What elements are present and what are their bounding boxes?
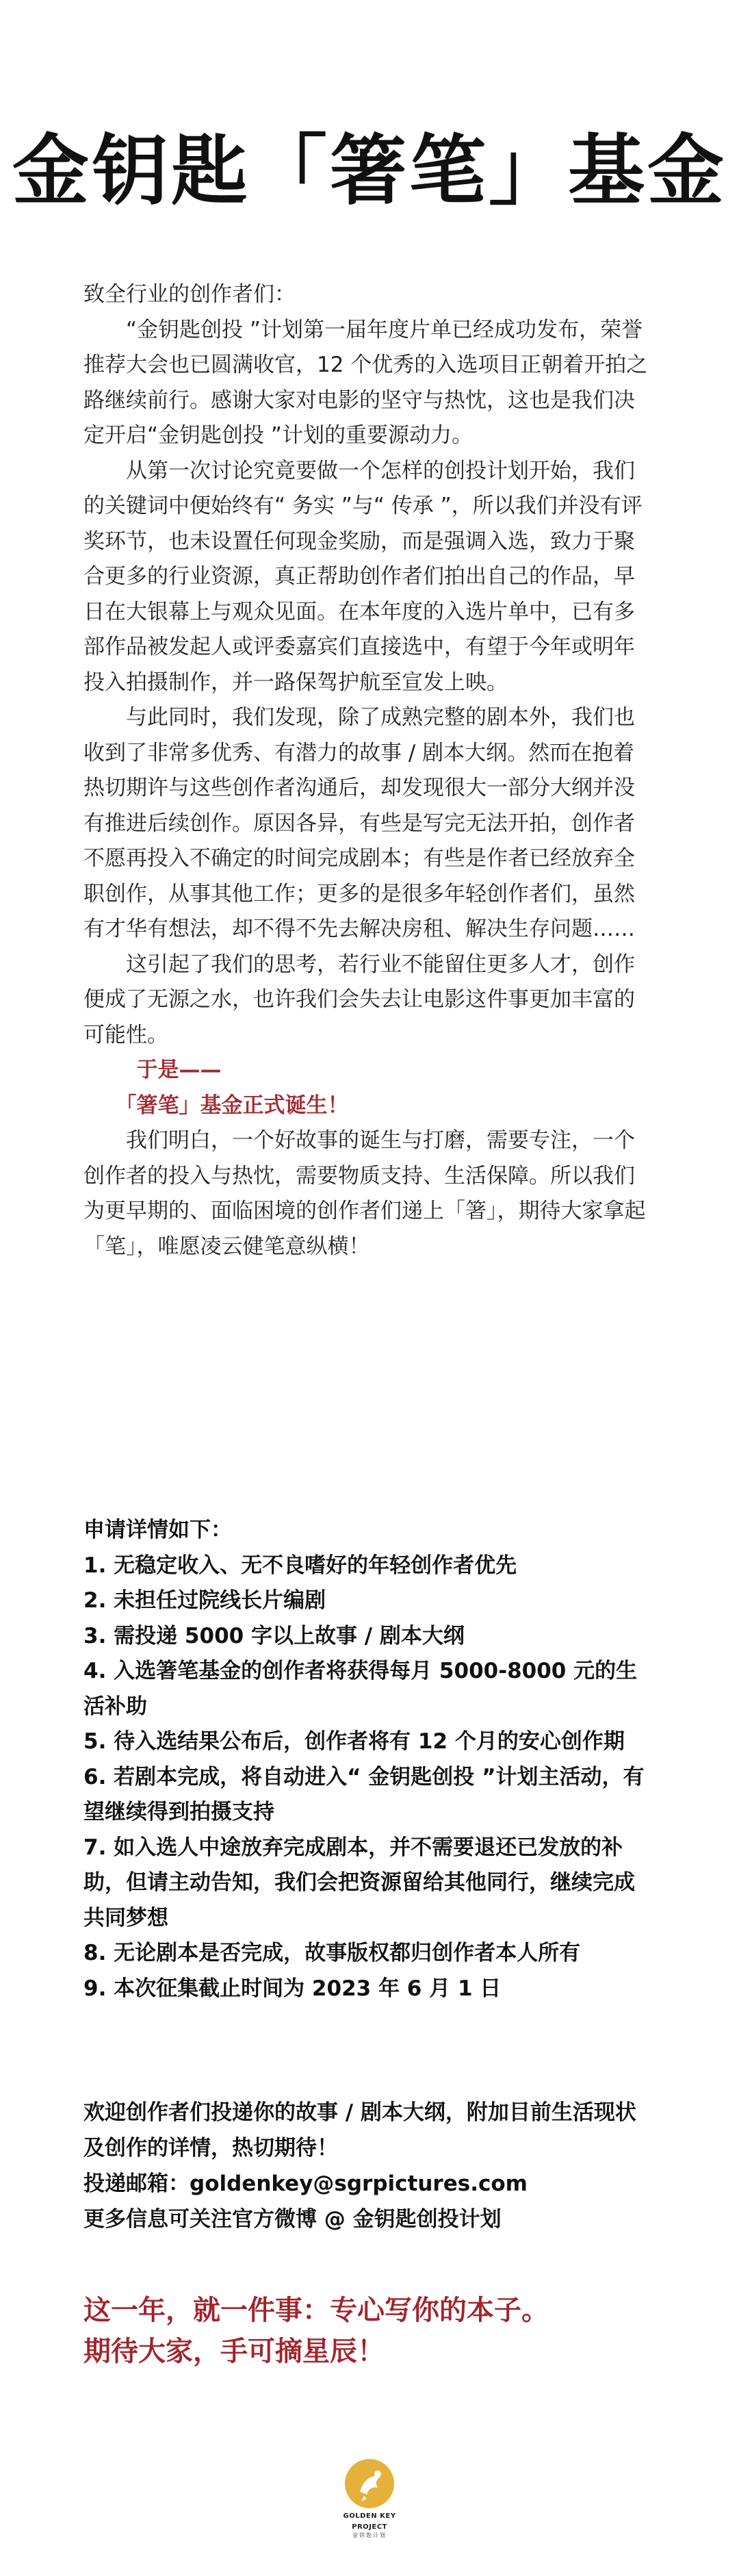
details-item: 7. 如入选人中途放弃完成剧本，并不需要退还已发放的补助，但请主动告知，我们会把资源留给其他同行，继续完成共同梦想: [83, 1835, 635, 1930]
letter-paragraph: “金钥匙创投 ”计划第一届年度片单已经成功发布，荣誉推荐大会也已圆满收官，12 个优秀的入选项目正朝着开拍之路继续前行。感谢大家对电影的坚守与热忱，这也是我们决定开启“金钥匙创投 ”计划的重要源动力。: [83, 317, 648, 448]
slogan-line-1: 这一年，就一件事：专心写你的本子。: [83, 2295, 549, 2326]
welcome-text: 欢迎创作者们投递你的故事 / 剧本大纲，附加目前生活现状及创作的详情，热切期待！: [83, 2100, 636, 2160]
details-heading: 申请详情如下：: [83, 1518, 232, 1542]
logo-text-project: PROJECT: [352, 2523, 387, 2531]
weibo-info: 更多信息可关注官方微博 @ 金钥匙创投计划: [83, 2207, 502, 2232]
details-item: 1. 无稳定收入、无不良嗜好的年轻创作者优先: [83, 1553, 517, 1578]
golden-key-logo-icon: [343, 2458, 396, 2510]
golden-key-logo: [335, 2458, 404, 2560]
details-item: 8. 无论剧本是否完成，故事版权都归创作者本人所有: [83, 1941, 581, 1965]
submission-email[interactable]: 投递邮箱：goldenkey@sgrpictures.com: [83, 2171, 528, 2196]
details-item: 2. 未担任过院线长片编剧: [83, 1588, 326, 1613]
accent-line-fund-born: 「箸笔」基金正式诞生！: [115, 1093, 349, 1118]
details-item: 4. 入选箸笔基金的创作者将获得每月 5000-8000 元的生活补助: [83, 1659, 638, 1719]
details-item: 5. 待入选结果公布后，创作者将有 12 个月的安心创作期: [83, 1729, 625, 1754]
submission-info: [83, 2095, 656, 2237]
application-details: [83, 1513, 656, 2006]
details-item: 9. 本次征集截止时间为 2023 年 6 月 1 日: [83, 1976, 502, 2001]
accent-line-then: 于是——: [136, 1058, 222, 1082]
letter-paragraph: 从第一次讨论究竟要做一个怎样的创投计划开始，我们的关键词中便始终有“ 务实 ”与“ 传承 ”，所以我们并没有评奖环节，也未设置任何现金奖励，而是强调入选，致力于聚合更多的行业资源，真正帮助创作者们拍出自己的作品，早日在大银幕上与观众见面。在本年度的入选片单中，已有多部作品被发起人或评委嘉宾们直接选中，有望于今年或明年投入拍摄制作，并一路保驾护航至宣发上映。: [83, 458, 643, 695]
logo-text-golden-key: GOLDEN KEY: [343, 2512, 396, 2520]
details-list: [83, 1548, 656, 2007]
slogan: [83, 2290, 656, 2372]
page-title: 金钥匙「箸笔」基金: [12, 127, 727, 216]
details-item: 3. 需投递 5000 字以上故事 / 剧本大纲: [83, 1623, 465, 1648]
letter-greeting: 致全行业的创作者们：: [83, 282, 296, 307]
letter-paragraph: 与此同时，我们发现，除了成熟完整的剧本外，我们也收到了非常多优秀、有潜力的故事 / 剧本大纲。然而在抱着热切期许与这些创作者沟通后，却发现很大一部分大纲并没有推进后续创作。原因各异，有些是写完无法开拍，创作者不愿再投入不确定的时间完成剧本；有些是作者已经放弃全职创作，从事其他工作；更多的是很多年轻创作者们，虽然有才华有想法，却不得不先去解决房租、解决生存问题……: [83, 705, 635, 941]
details-item: 6. 若剧本完成，将自动进入“ 金钥匙创投 ”计划主活动，有望继续得到拍摄支持: [83, 1764, 645, 1824]
letter-closing: 我们明白，一个好故事的诞生与打磨，需要专注，一个创作者的投入与热忱，需要物质支持、生活保障。所以我们为更早期的、面临困境的创作者们递上「箸」，期待大家拿起「笔」，唯愿凌云健笔意纵横！: [83, 1128, 646, 1259]
logo-text-cn: 金钥匙计划: [352, 2532, 387, 2538]
letter-paragraph: 这引起了我们的思考，若行业不能留住更多人才，创作便成了无源之水，也许我们会失去让电影这件事更加丰富的可能性。: [83, 952, 635, 1047]
slogan-line-2: 期待大家，手可摘星辰！: [83, 2336, 385, 2367]
letter-body: [83, 277, 656, 1264]
